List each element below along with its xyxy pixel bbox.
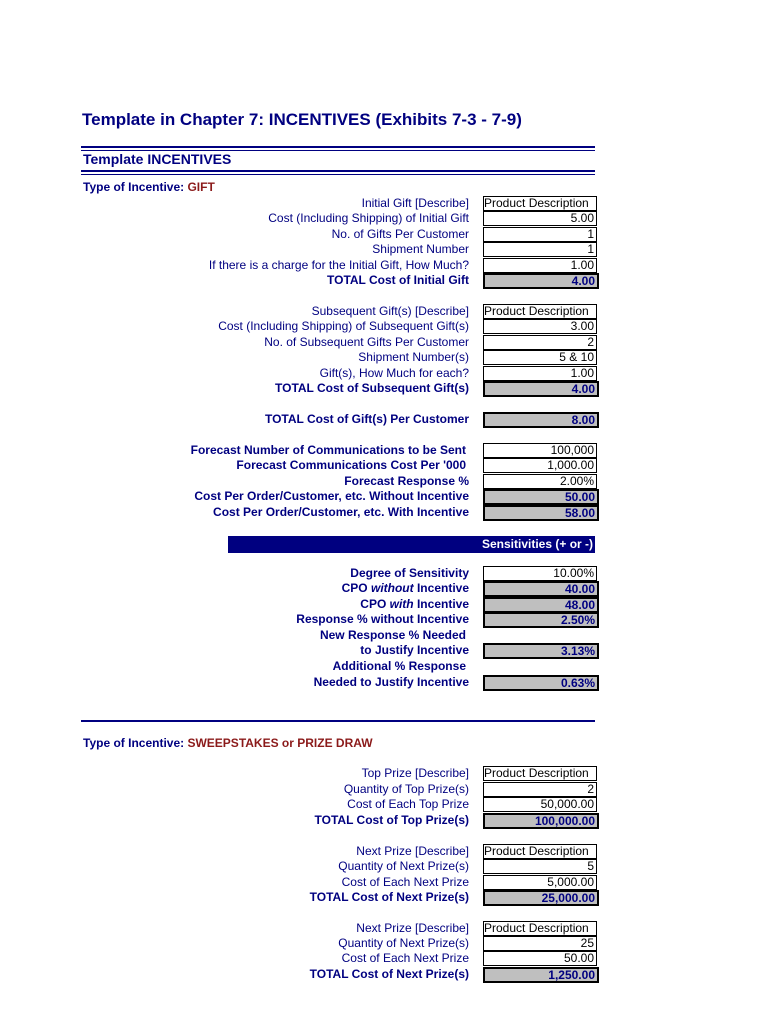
initial-gift-shipment-row [0, 242, 768, 257]
top-prize-total-label: TOTAL Cost of Top Prize(s) [314, 813, 469, 827]
top-prize-total-row [0, 813, 768, 828]
sensitivity-response-without-row [0, 612, 768, 627]
forecast-cost-label: Forecast Communications Cost Per '000 [236, 458, 466, 472]
next-prize-2-describe-label: Next Prize [Describe] [356, 921, 469, 935]
next-prize-2-cost-row [0, 951, 768, 966]
top-prize-cost-label: Cost of Each Top Prize [347, 797, 469, 811]
next-prize-2-cost-input[interactable]: 50.00 [483, 951, 597, 966]
forecast-number-input[interactable]: 100,000 [483, 443, 597, 458]
next-prize-1-describe-row [0, 844, 768, 859]
initial-gift-total-row [0, 273, 768, 288]
double-rule-top [81, 146, 595, 148]
subsequent-gift-shipment-label: Shipment Number(s) [358, 350, 469, 364]
subsequent-gift-describe-label: Subsequent Gift(s) [Describe] [311, 304, 469, 318]
cpo-with-value: 58.00 [483, 505, 599, 521]
sensitivity-cpo-without-value: 40.00 [483, 581, 599, 597]
gift-per-customer-value: 8.00 [483, 412, 599, 428]
subsequent-gift-total-label: TOTAL Cost of Subsequent Gift(s) [275, 381, 469, 395]
initial-gift-charge-input[interactable]: 1.00 [483, 258, 597, 273]
next-prize-2-total-row [0, 967, 768, 982]
forecast-response-label: Forecast Response % [344, 474, 469, 488]
next-prize-1-describe-input[interactable]: Product Description [483, 844, 597, 859]
new-response-value: 3.13% [483, 643, 599, 659]
next-prize-1-cost-input[interactable]: 5,000.00 [483, 875, 597, 890]
sensitivity-cpo-with-label [360, 597, 469, 612]
next-prize-1-total-value: 25,000.00 [483, 890, 599, 906]
subsequent-gift-cost-label: Cost (Including Shipping) of Subsequent Gift(s) [218, 319, 469, 333]
subsequent-gift-total-value: 4.00 [483, 381, 599, 397]
top-prize-describe-label: Top Prize [Describe] [361, 766, 469, 780]
sensitivity-response-without-label: Response % without Incentive [296, 612, 469, 626]
initial-gift-qty-label: No. of Gifts Per Customer [331, 227, 469, 241]
next-prize-1-total-row [0, 890, 768, 905]
next-prize-2-qty-label: Quantity of Next Prize(s) [338, 936, 469, 950]
forecast-number-row [0, 443, 768, 458]
additional-response-value: 0.63% [483, 675, 599, 691]
section-title: Template INCENTIVES [83, 151, 232, 167]
forecast-cost-input[interactable]: 1,000.00 [483, 458, 597, 473]
subsequent-gift-cost-row [0, 319, 768, 334]
initial-gift-charge-row [0, 258, 768, 273]
rule-top-thin [81, 150, 595, 151]
additional-response-label-line2: Needed to Justify Incentive [313, 675, 469, 689]
subsequent-gift-charge-input[interactable]: 1.00 [483, 366, 597, 381]
page-title: Template in Chapter 7: INCENTIVES (Exhibits 7-3 - 7-9) [82, 110, 522, 129]
sweepstakes-divider [81, 720, 595, 722]
initial-gift-cost-label: Cost (Including Shipping) of Initial Gift [268, 211, 469, 225]
initial-gift-total-label: TOTAL Cost of Initial Gift [327, 273, 469, 287]
next-prize-1-qty-row [0, 859, 768, 874]
subsequent-gift-shipment-row [0, 350, 768, 365]
double-rule-bottom [81, 170, 595, 172]
subsequent-gift-total-row [0, 381, 768, 396]
initial-gift-total-value: 4.00 [483, 273, 599, 289]
sensitivity-degree-label: Degree of Sensitivity [350, 566, 469, 580]
subsequent-gift-qty-row [0, 335, 768, 350]
cpo-with-row [0, 505, 768, 520]
initial-gift-describe-input[interactable]: Product Description [483, 196, 597, 211]
next-prize-2-total-label: TOTAL Cost of Next Prize(s) [309, 967, 469, 981]
next-prize-2-qty-row [0, 936, 768, 951]
gift-type-label: Type of Incentive: [83, 180, 188, 194]
next-prize-1-total-label: TOTAL Cost of Next Prize(s) [309, 890, 469, 904]
additional-response-row [0, 675, 768, 690]
cpo-with-prefix: CPO [360, 597, 390, 611]
sensitivity-cpo-with-value: 48.00 [483, 597, 599, 613]
initial-gift-describe-label: Initial Gift [Describe] [361, 196, 469, 210]
initial-gift-qty-row [0, 227, 768, 242]
initial-gift-shipment-input[interactable]: 1 [483, 242, 597, 257]
sensitivities-header-bar [228, 536, 595, 553]
gift-type-line [83, 180, 215, 194]
subsequent-gift-shipment-input[interactable]: 5 & 10 [483, 350, 597, 365]
initial-gift-describe-row [0, 196, 768, 211]
forecast-cost-row [0, 458, 768, 473]
cpo-without-value: 50.00 [483, 489, 599, 505]
gift-type-value: GIFT [187, 180, 215, 194]
cpo-without-suffix: Incentive [413, 581, 469, 595]
new-response-label-row-1 [0, 628, 768, 643]
next-prize-2-total-value: 1,250.00 [483, 967, 599, 983]
next-prize-2-qty-input[interactable]: 25 [483, 936, 597, 951]
subsequent-gift-qty-label: No. of Subsequent Gifts Per Customer [264, 335, 469, 349]
sensitivity-degree-row [0, 566, 768, 581]
forecast-response-row [0, 474, 768, 489]
top-prize-qty-row [0, 782, 768, 797]
initial-gift-charge-label: If there is a charge for the Initial Gift, How Much? [208, 258, 469, 272]
next-prize-1-describe-label: Next Prize [Describe] [356, 844, 469, 858]
sensitivity-degree-input[interactable]: 10.00% [483, 566, 597, 581]
rule-bottom-thin [81, 174, 595, 175]
cpo-with-label: Cost Per Order/Customer, etc. With Incentive [213, 505, 469, 519]
next-prize-2-describe-input[interactable]: Product Description [483, 921, 597, 936]
top-prize-qty-label: Quantity of Top Prize(s) [343, 782, 469, 796]
new-response-label-line2: to Justify Incentive [360, 643, 469, 657]
initial-gift-cost-input[interactable]: 5.00 [483, 211, 597, 226]
gift-per-customer-label: TOTAL Cost of Gift(s) Per Customer [264, 412, 469, 426]
additional-response-label-row-1 [0, 659, 768, 674]
top-prize-describe-row [0, 766, 768, 781]
sweepstakes-type-line [83, 736, 373, 750]
cpo-with-suffix: Incentive [413, 597, 469, 611]
additional-response-label-line1: Additional % Response [332, 659, 466, 673]
cpo-without-emphasis: without [370, 581, 414, 595]
subsequent-gift-qty-input[interactable]: 2 [483, 335, 597, 350]
top-prize-total-value: 100,000.00 [483, 813, 599, 829]
initial-gift-cost-row [0, 211, 768, 226]
subsequent-gift-describe-input[interactable]: Product Description [483, 304, 597, 319]
initial-gift-shipment-label: Shipment Number [372, 242, 469, 256]
sweepstakes-type-label: Type of Incentive: [83, 736, 188, 750]
next-prize-1-qty-label: Quantity of Next Prize(s) [338, 859, 469, 873]
subsequent-gift-describe-row [0, 304, 768, 319]
next-prize-2-cost-label: Cost of Each Next Prize [341, 951, 469, 965]
cpo-without-prefix: CPO [341, 581, 371, 595]
cpo-without-label: Cost Per Order/Customer, etc. Without Incentive [194, 489, 469, 503]
new-response-label-line1: New Response % Needed [319, 628, 466, 642]
sensitivity-cpo-with-row [0, 597, 768, 612]
next-prize-2-describe-row [0, 921, 768, 936]
sensitivities-header-label: Sensitivities (+ or -) [482, 537, 594, 551]
forecast-response-input[interactable]: 2.00% [483, 474, 597, 489]
initial-gift-qty-input[interactable]: 1 [483, 227, 597, 242]
subsequent-gift-charge-label: Gift(s), How Much for each? [319, 366, 469, 380]
subsequent-gift-cost-input[interactable]: 3.00 [483, 319, 597, 334]
subsequent-gift-charge-row [0, 366, 768, 381]
sensitivity-response-without-value: 2.50% [483, 612, 599, 628]
next-prize-1-cost-label: Cost of Each Next Prize [341, 875, 469, 889]
sensitivity-cpo-without-label [342, 581, 469, 596]
next-prize-1-cost-row [0, 875, 768, 890]
top-prize-cost-input[interactable]: 50,000.00 [483, 797, 597, 812]
next-prize-1-qty-input[interactable]: 5 [483, 859, 597, 874]
sweepstakes-type-value: SWEEPSTAKES or PRIZE DRAW [187, 736, 373, 750]
forecast-number-label: Forecast Number of Communications to be Sent [190, 443, 466, 457]
gift-per-customer-row [0, 412, 768, 427]
top-prize-qty-input[interactable]: 2 [483, 782, 597, 797]
top-prize-cost-row [0, 797, 768, 812]
new-response-row [0, 643, 768, 658]
cpo-without-row [0, 489, 768, 504]
cpo-with-emphasis: with [389, 597, 414, 611]
top-prize-describe-input[interactable]: Product Description [483, 766, 597, 781]
sensitivity-cpo-without-row [0, 581, 768, 596]
